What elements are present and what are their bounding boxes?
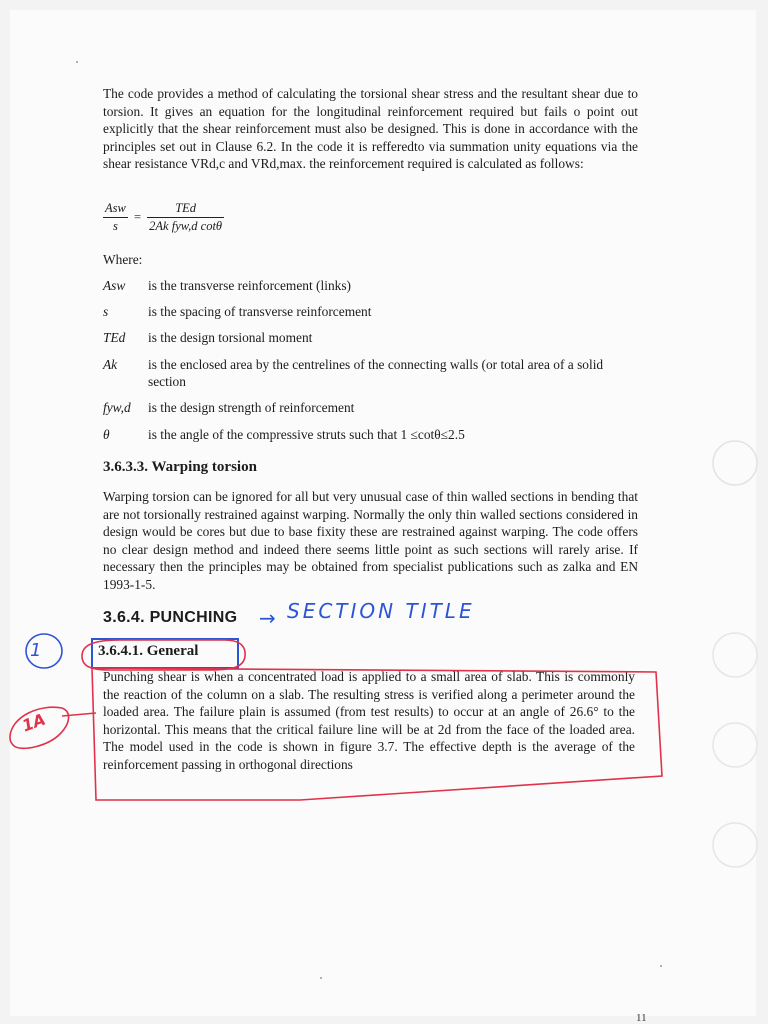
definition-symbol: s [103,304,109,319]
definition-symbol: Asw [103,278,126,293]
formula-rhs [147,201,224,234]
definition-text: is the design strength of reinforcement [148,400,355,415]
handwritten-label-1: 1 [30,640,42,661]
handwritten-section-title-note: SECTION TITLE [287,599,475,623]
warping-paragraph: Warping torsion can be ignored for all but very unusual case of thin walled sections in bending that are not torsionally restrained against warping. Normally the only thin walled sections considered in design would be cores but due to base fixity these are restrained against warping. The code offers no clear design method and indeed there seems little point as such sections will rarely arise. If necessary then the principles may be obtained from specialist publications such as zalka and EN 1993-1-5. [103,489,638,592]
scan-speck [320,977,322,979]
where-label: Where: [103,252,143,267]
scan-speck [660,965,662,967]
page-number: 11 [636,1012,647,1024]
formula-lhs-numerator: Asw [103,201,128,218]
handwritten-arrow: → [259,606,276,630]
scan-speck [76,61,78,63]
definition-symbol: fyw,d [103,400,131,415]
definition-text: is the design torsional moment [148,330,313,345]
definition-text: is the enclosed area by the centrelines of the connecting walls (or total area of a solid section [148,357,604,389]
definition-symbol: θ [103,427,110,442]
intro-paragraph: The code provides a method of calculating the torsional shear stress and the resultant shear due to torsion. It gives an equation for the longitudinal reinforcement required but fails o point out explicitly that the shear reinforcement must also be designed. This is done in accordance with the principles set out in Clause 6.2. In the code it is refferedto via summation unity equations via the shear resistance VRd,c and VRd,max. the reinforcement required is calculated as follows: [103,86,638,172]
handwritten-label-1a: 1A [19,709,49,736]
formula-lhs-denominator: s [112,219,118,233]
formula-lhs [103,201,128,234]
general-heading: 3.6.4.1. General [98,643,199,659]
punching-heading: 3.6.4. PUNCHING [103,609,238,626]
formula-rhs-denominator: 2Ak fyw,d cotθ [149,219,223,233]
definition-text: is the angle of the compressive struts such that 1 ≤cotθ≤2.5 [148,427,465,442]
definition-text: is the transverse reinforcement (links) [148,278,352,293]
formula-equals: = [133,210,142,224]
warping-torsion-heading: 3.6.3.3. Warping torsion [103,459,257,475]
definition-text: is the spacing of transverse reinforcement [148,304,372,319]
torsion-formula [103,201,224,234]
general-paragraph: Punching shear is when a concentrated load is applied to a small area of slab. This is commonly the reaction of the column on a slab. The resulting stress is verified along a perimeter around the loaded area. The failure plain is assumed (from test results) to occur at an angle of 26.6° to the horizontal. This means that the critical failure line will be at 2d from the face of the loaded area. The model used in the code is shown in figure 3.7. The effective depth is the average of the reinforcement passing in orthogonal directions [103,669,635,772]
definition-symbol: TEd [103,330,126,345]
definition-symbol: Ak [103,357,118,372]
formula-rhs-numerator: TEd [147,201,224,218]
